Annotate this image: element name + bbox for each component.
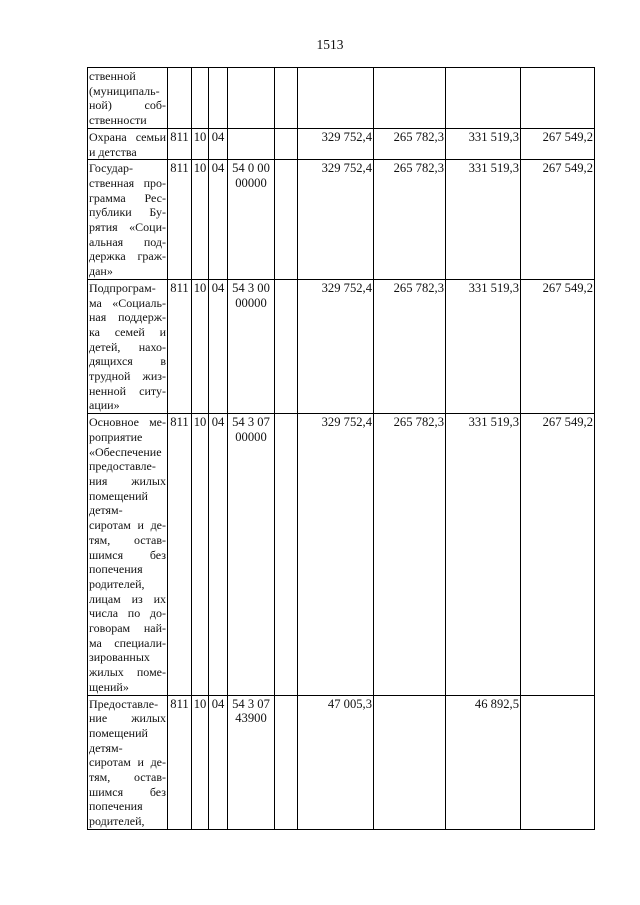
name-line: трудной жиз- — [89, 369, 166, 384]
name-line: тям, остав- — [89, 770, 166, 785]
target-item-cell — [228, 279, 275, 413]
name-line: щений» — [89, 679, 129, 694]
name-line: ственности — [89, 113, 147, 128]
name-line: рятия «Соци- — [89, 220, 166, 235]
agency-code-cell: 811 — [168, 414, 192, 695]
table-row — [88, 414, 595, 695]
name-cell — [88, 68, 168, 129]
name-line: детей, нахо- — [89, 339, 166, 354]
target-item-cell — [228, 68, 275, 129]
section-cell — [192, 68, 209, 129]
expense-type-cell — [275, 414, 298, 695]
name-line: сиротам и де- — [89, 518, 166, 533]
name-line: Основное ме- — [89, 415, 166, 430]
target-item-line: 54 3 00 — [232, 280, 270, 295]
name-line: жилых поме- — [89, 665, 166, 680]
amount-cell — [446, 68, 521, 129]
agency-code-cell: 811 — [168, 128, 192, 159]
name-cell — [88, 160, 168, 280]
agency-code-cell — [168, 68, 192, 129]
name-line: держка граж- — [89, 249, 166, 264]
target-item-cell — [228, 160, 275, 280]
section-cell: 10 — [192, 695, 209, 829]
name-line: детям- — [89, 740, 123, 755]
target-item-line: 43900 — [235, 711, 267, 726]
table-row — [88, 128, 595, 159]
amount-cell — [521, 68, 595, 129]
amount-cell: 265 782,3 — [374, 160, 446, 280]
amount-cell: 265 782,3 — [374, 414, 446, 695]
budget-table — [87, 67, 595, 830]
name-line: «Обеспечение — [89, 444, 162, 459]
name-cell — [88, 414, 168, 695]
name-line: предоставле- — [89, 459, 156, 474]
amount-cell: 331 519,3 — [446, 414, 521, 695]
expense-type-cell — [275, 160, 298, 280]
expense-type-cell — [275, 279, 298, 413]
name-line: попечения — [89, 799, 143, 814]
amount-cell: 265 782,3 — [374, 279, 446, 413]
target-item-line: 00000 — [235, 175, 267, 190]
table-row — [88, 160, 595, 280]
amount-cell: 329 752,4 — [298, 279, 374, 413]
name-line: и детства — [89, 144, 137, 159]
name-cell — [88, 128, 168, 159]
page-number: 1513 — [316, 37, 344, 52]
name-line: грамма Рес- — [89, 190, 166, 205]
name-line: помещений — [89, 725, 148, 740]
amount-cell: 331 519,3 — [446, 279, 521, 413]
target-item-cell — [228, 695, 275, 829]
amount-cell — [374, 695, 446, 829]
name-line: ненной ситу- — [89, 383, 166, 398]
amount-cell: 265 782,3 — [374, 128, 446, 159]
table-row — [88, 279, 595, 413]
amount-cell: 267 549,2 — [521, 128, 595, 159]
target-item-line: 00000 — [235, 429, 267, 444]
name-line: ной) соб- — [89, 98, 166, 113]
name-line: роприятие — [89, 429, 143, 444]
name-line: ма «Социаль- — [89, 295, 166, 310]
section-cell: 10 — [192, 160, 209, 280]
subsection-cell — [209, 68, 228, 129]
name-line: ние жилых — [89, 711, 166, 726]
name-line: числа по до- — [89, 606, 166, 621]
section-cell: 10 — [192, 414, 209, 695]
amount-cell — [298, 68, 374, 129]
name-cell — [88, 279, 168, 413]
name-line: дящихся в — [89, 354, 166, 369]
table-row — [88, 68, 595, 129]
target-item-line: 54 3 07 — [232, 696, 270, 711]
agency-code-cell: 811 — [168, 279, 192, 413]
name-line: шимся без — [89, 784, 166, 799]
name-line: родителей, — [89, 576, 145, 591]
amount-cell: 329 752,4 — [298, 160, 374, 280]
target-item-line: 54 3 07 — [232, 415, 270, 430]
subsection-cell: 04 — [209, 695, 228, 829]
target-item-cell — [228, 128, 275, 159]
name-line: ния жилых — [89, 473, 166, 488]
subsection-cell: 04 — [209, 279, 228, 413]
expense-type-cell — [275, 128, 298, 159]
amount-cell — [521, 695, 595, 829]
name-line: говорам най- — [89, 621, 166, 636]
amount-cell: 47 005,3 — [298, 695, 374, 829]
amount-cell: 329 752,4 — [298, 414, 374, 695]
name-line: ации» — [89, 398, 120, 413]
name-line: шимся без — [89, 547, 166, 562]
expense-type-cell — [275, 68, 298, 129]
name-line: дан» — [89, 264, 113, 279]
amount-cell: 267 549,2 — [521, 279, 595, 413]
name-line: ная поддерж- — [89, 310, 166, 325]
target-item-line: 00000 — [235, 295, 267, 310]
amount-cell — [374, 68, 446, 129]
name-line: сиротам и де- — [89, 755, 166, 770]
name-line: Охрана семьи — [89, 129, 166, 144]
section-cell: 10 — [192, 128, 209, 159]
amount-cell: 331 519,3 — [446, 128, 521, 159]
subsection-cell: 04 — [209, 160, 228, 280]
name-line: ственная про- — [89, 175, 166, 190]
name-line: лицам из их — [89, 591, 166, 606]
name-line: Предоставле- — [89, 696, 159, 711]
amount-cell: 46 892,5 — [446, 695, 521, 829]
name-line: ственной — [89, 69, 136, 83]
agency-code-cell: 811 — [168, 160, 192, 280]
name-line: ма специали- — [89, 635, 166, 650]
subsection-cell: 04 — [209, 128, 228, 159]
name-line: зированных — [89, 650, 150, 665]
amount-cell: 331 519,3 — [446, 160, 521, 280]
name-line: детям- — [89, 503, 123, 518]
amount-cell: 329 752,4 — [298, 128, 374, 159]
subsection-cell: 04 — [209, 414, 228, 695]
expense-type-cell — [275, 695, 298, 829]
amount-cell: 267 549,2 — [521, 414, 595, 695]
name-line: Подпрограм- — [89, 280, 156, 295]
name-line: попечения — [89, 562, 143, 577]
name-line: ка семей и — [89, 324, 166, 339]
name-line: тям, остав- — [89, 532, 166, 547]
name-line: альная под- — [89, 234, 166, 249]
name-line: родителей, — [89, 814, 145, 829]
amount-cell: 267 549,2 — [521, 160, 595, 280]
section-cell: 10 — [192, 279, 209, 413]
name-line: (муниципаль- — [89, 83, 160, 98]
name-line: публики Бу- — [89, 205, 166, 220]
agency-code-cell: 811 — [168, 695, 192, 829]
name-cell — [88, 695, 168, 829]
table-row — [88, 695, 595, 829]
name-line: Государ- — [89, 161, 134, 176]
table-body — [88, 68, 595, 830]
name-line: помещений — [89, 488, 148, 503]
target-item-line: 54 0 00 — [232, 161, 270, 176]
target-item-cell — [228, 414, 275, 695]
